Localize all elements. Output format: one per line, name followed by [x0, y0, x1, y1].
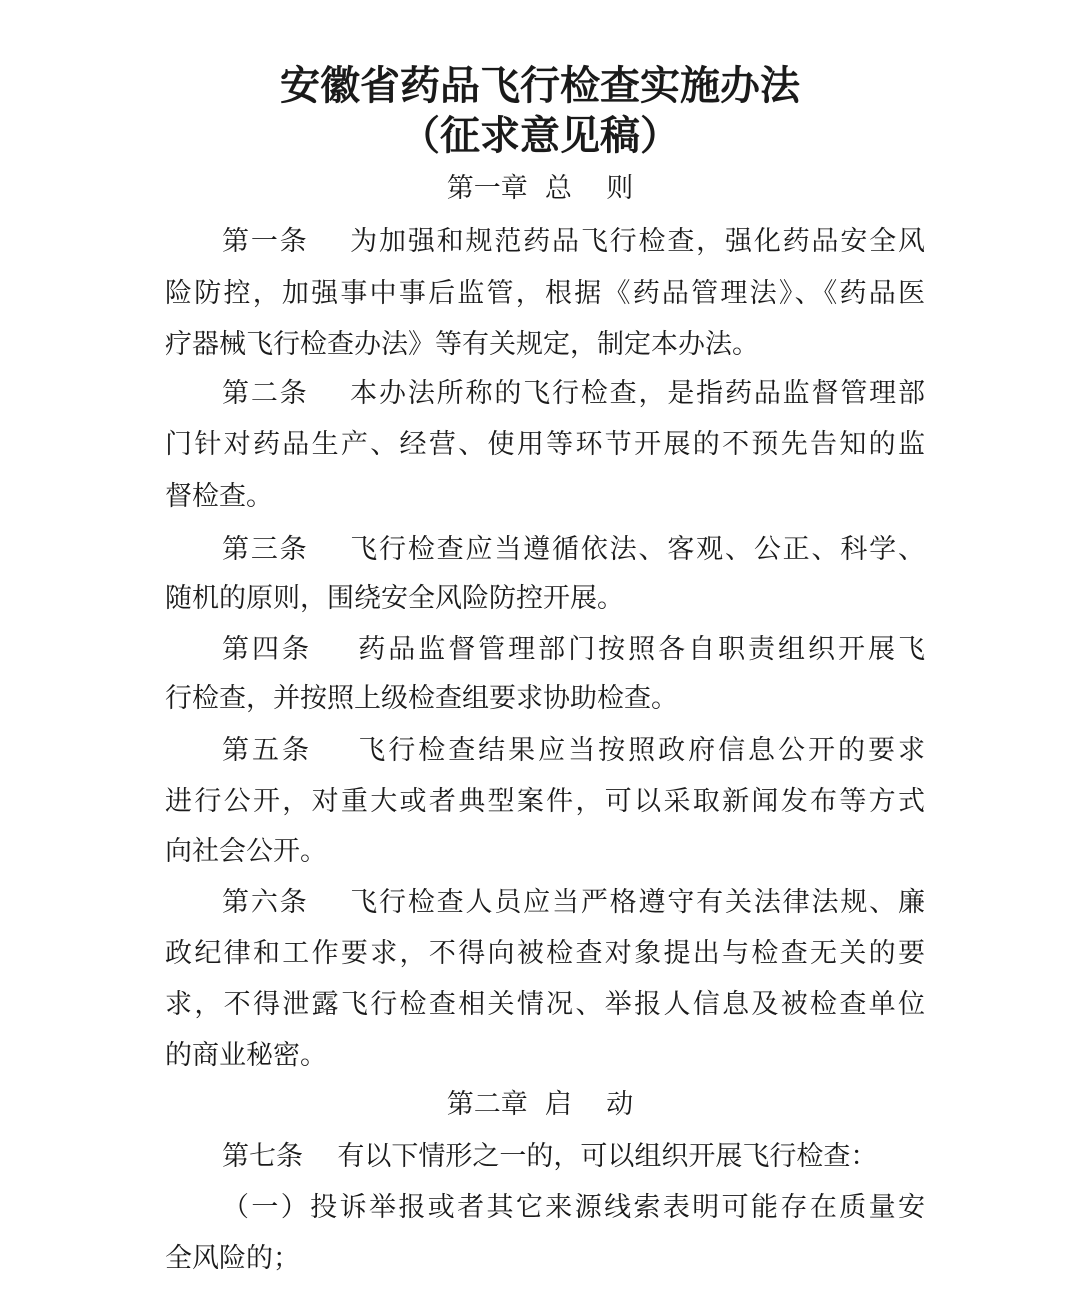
article-7-line-1: 第七条 有以下情形之一的，可以组织开展飞行检查：	[222, 1141, 878, 1172]
item-1-line-1: （一）投诉举报或者其它来源线索表明可能存在质量安	[222, 1192, 925, 1223]
article-3-line-1: 第三条 飞行检查应当遵循依法、客观、公正、科学、	[222, 534, 925, 565]
article-2-line-3: 督检查。	[165, 481, 273, 512]
item-1-line-2: 全风险的；	[165, 1243, 300, 1274]
document-subtitle: （征求意见稿）	[400, 113, 680, 159]
article-5-line-1: 第五条 飞行检查结果应当按照政府信息公开的要求	[222, 735, 925, 766]
article-6-line-4: 的商业秘密。	[165, 1040, 327, 1071]
article-2-line-1: 第二条 本办法所称的飞行检查，是指药品监督管理部	[222, 378, 925, 409]
article-1-line-2: 险防控，加强事中事后监管，根据《药品管理法》、《药品医	[165, 278, 925, 309]
article-4-line-2: 行检查，并按照上级检查组要求协助检查。	[165, 683, 678, 714]
article-3-line-2: 随机的原则，围绕安全风险防控开展。	[165, 583, 624, 614]
article-5-line-3: 向社会公开。	[165, 836, 327, 867]
document-title: 安徽省药品飞行检查实施办法	[280, 63, 800, 109]
chapter-heading-1: 第一章 总 则	[446, 173, 634, 204]
article-1-line-3: 疗器械飞行检查办法》等有关规定，制定本办法。	[165, 329, 759, 360]
article-2-line-2: 门针对药品生产、经营、使用等环节开展的不预先告知的监	[165, 429, 925, 460]
article-1-line-1: 第一条 为加强和规范药品飞行检查，强化药品安全风	[222, 226, 925, 257]
article-6-line-1: 第六条 飞行检查人员应当严格遵守有关法律法规、廉	[222, 887, 925, 918]
chapter-heading-2: 第二章 启 动	[446, 1089, 634, 1120]
article-5-line-2: 进行公开，对重大或者典型案件，可以采取新闻发布等方式	[165, 786, 925, 817]
article-6-line-2: 政纪律和工作要求，不得向被检查对象提出与检查无关的要	[165, 938, 925, 969]
article-6-line-3: 求，不得泄露飞行检查相关情况、举报人信息及被检查单位	[165, 989, 925, 1020]
article-4-line-1: 第四条 药品监督管理部门按照各自职责组织开展飞	[222, 634, 925, 665]
